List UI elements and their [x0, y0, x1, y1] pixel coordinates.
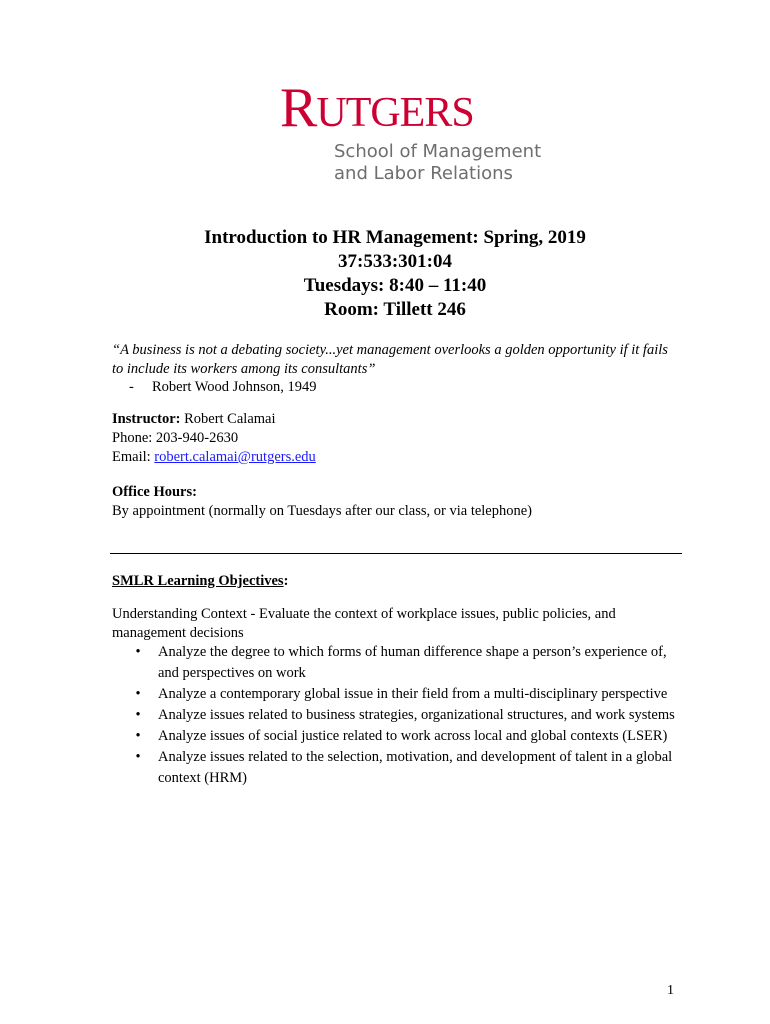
- list-item-text: Analyze issues related to the selection, motivation, and development of talent in a global context (HRM): [158, 749, 673, 786]
- bullet-icon: •: [135, 644, 141, 660]
- list-item: [130, 684, 675, 705]
- logo-subtitle-line2: and Labor Relations: [334, 163, 513, 184]
- bullet-icon: •: [135, 728, 141, 744]
- instructor-label: Instructor:: [112, 411, 181, 427]
- phone-line: [112, 429, 682, 448]
- instructor-name: Robert Calamai: [184, 411, 276, 427]
- logo-subtitle-line1: School of Management: [334, 141, 542, 162]
- list-item-text: Analyze a contemporary global issue in their field from a multi-disciplinary perspective: [158, 686, 668, 702]
- phone-label: Phone:: [112, 430, 153, 446]
- quote-author: - Robert Wood Johnson, 1949: [129, 379, 317, 395]
- objectives-heading: [112, 572, 682, 591]
- objectives-list: [130, 642, 675, 789]
- page-number: 1: [667, 983, 674, 998]
- bullet-icon: •: [135, 749, 141, 765]
- email-line: [112, 448, 682, 467]
- office-hours: [112, 483, 682, 521]
- course-room: Room: Tillett 246: [324, 299, 466, 320]
- email-label: Email:: [112, 449, 151, 465]
- objectives-context: Understanding Context - Evaluate the context of workplace issues, public policies, and management decisions: [112, 606, 616, 641]
- instructor-line: [112, 410, 682, 429]
- list-item: [130, 705, 675, 726]
- office-hours-text: By appointment (normally on Tuesdays after our class, or via telephone): [112, 503, 533, 519]
- list-item-text: Analyze issues related to business strategies, organizational structures, and work systems: [158, 707, 675, 723]
- course-code: 37:533:301:04: [338, 251, 452, 272]
- list-item-text: Analyze the degree to which forms of human difference shape a person’s experience of, and perspectives on work: [158, 644, 667, 681]
- list-item-text: Analyze issues of social justice related to work across local and global contexts (LSER): [158, 728, 668, 744]
- logo-wordmark: RUTGERS: [280, 77, 474, 139]
- course-title-block: [100, 226, 690, 322]
- list-item: [130, 726, 675, 747]
- rutgers-logo: [280, 77, 542, 192]
- email-link[interactable]: robert.calamai@rutgers.edu: [154, 449, 316, 465]
- office-hours-label: Office Hours:: [112, 484, 197, 500]
- bullet-icon: •: [135, 686, 141, 702]
- section-divider: [110, 553, 682, 554]
- objectives-heading-colon: :: [283, 573, 289, 589]
- course-schedule: Tuesdays: 8:40 – 11:40: [303, 275, 487, 296]
- objectives-heading-text: SMLR Learning Objectives: [112, 573, 284, 589]
- list-item: [130, 642, 675, 684]
- course-title: Introduction to HR Management: Spring, 2019: [204, 227, 586, 248]
- phone-number: 203-940-2630: [155, 430, 239, 446]
- bullet-icon: •: [135, 707, 141, 723]
- instructor-info: [112, 410, 682, 467]
- list-item: [130, 747, 675, 789]
- epigraph-quote: “A business is not a debating society...yet management overlooks a golden opportunity if it fails to include its workers among its consultants”: [112, 342, 668, 377]
